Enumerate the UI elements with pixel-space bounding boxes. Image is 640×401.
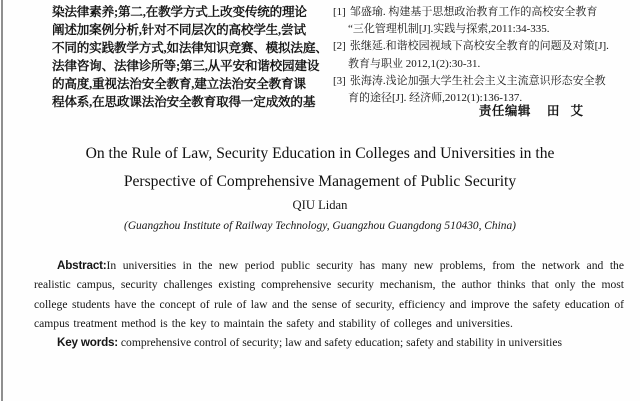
reference-entry-continuation: “三化管理机制[J].实践与探索,2011:34-335. xyxy=(348,23,550,36)
chinese-text-line: 不同的实践教学方式,如法律知识竞赛、模拟法庭、 xyxy=(52,41,328,56)
chinese-text-line: 程体系,在思政课法治安全教育取得一定成效的基 xyxy=(52,95,316,110)
references-list xyxy=(333,4,635,107)
reference-number: [3] xyxy=(333,74,346,87)
reference-entry-continuation: 教育与职业 2012,1(2):30-31. xyxy=(348,57,481,70)
editor-name: 田 艾 xyxy=(546,104,587,118)
abstract-text: In universities in the new period public security has many new problems, from the network and the realistic campus, security challenges existing comprehensive security mechanism, the author thinks that only the most college students have the concept of rule of law and the sense of security, efficiency and improve the safety education of campus treatment method is the key to maintain the safety and stability of colleges and universities. xyxy=(34,259,624,330)
reference-entry-continuation: 育的途径[J]. 经济师,2012(1):136-137. xyxy=(348,92,523,105)
chinese-text-line: 阐述加案例分析,针对不同层次的高校学生,尝试 xyxy=(52,23,306,38)
reference-number: [2] xyxy=(333,40,346,53)
author-name: QIU Lidan xyxy=(292,198,348,212)
chinese-text-line: 的高度,重视法治安全教育,建立法治安全教育课 xyxy=(52,77,306,92)
english-title-line1: On the Rule of Law, Security Education in Colleges and Universities in the xyxy=(85,145,555,162)
english-title xyxy=(0,140,640,195)
chinese-text-line: 染法律素养;第二,在教学方式上改变传统的理论 xyxy=(52,5,307,19)
responsible-editor-line xyxy=(333,101,587,119)
reference-entry xyxy=(333,38,635,55)
editor-label: 责任编辑 xyxy=(478,104,531,118)
reference-entry xyxy=(333,73,635,90)
reference-text: 邹盛瑜. 构建基于思想政治教育工作的高校安全教育 xyxy=(349,6,598,18)
reference-entry xyxy=(333,4,635,21)
reference-text: 张海涛.浅论加强大学生社会主义主流意识形态安全教 xyxy=(349,74,606,87)
chinese-text-line: 法律咨询、法律诊所等;第三,从平安和谐校园建设 xyxy=(52,59,320,74)
keywords-paragraph xyxy=(34,333,624,352)
reference-number: [1] xyxy=(333,6,346,18)
reference-text: 张继延.和谐校园视域下高校安全教育的问题及对策[J]. xyxy=(349,40,609,53)
chinese-body-column xyxy=(52,3,328,112)
english-title-line2: Perspective of Comprehensive Management of Public Security xyxy=(123,172,517,190)
keywords-text: comprehensive control of security; law and safety education; safety and stability in universities xyxy=(120,336,562,350)
author-affiliation: (Guangzhou Institute of Railway Technology, Guangzhou Guangdong 510430, China) xyxy=(124,220,516,232)
keywords-label: Key words: xyxy=(57,336,118,350)
abstract-label: Abstract: xyxy=(57,259,107,272)
english-abstract-block xyxy=(34,256,624,352)
abstract-paragraph xyxy=(34,256,624,333)
